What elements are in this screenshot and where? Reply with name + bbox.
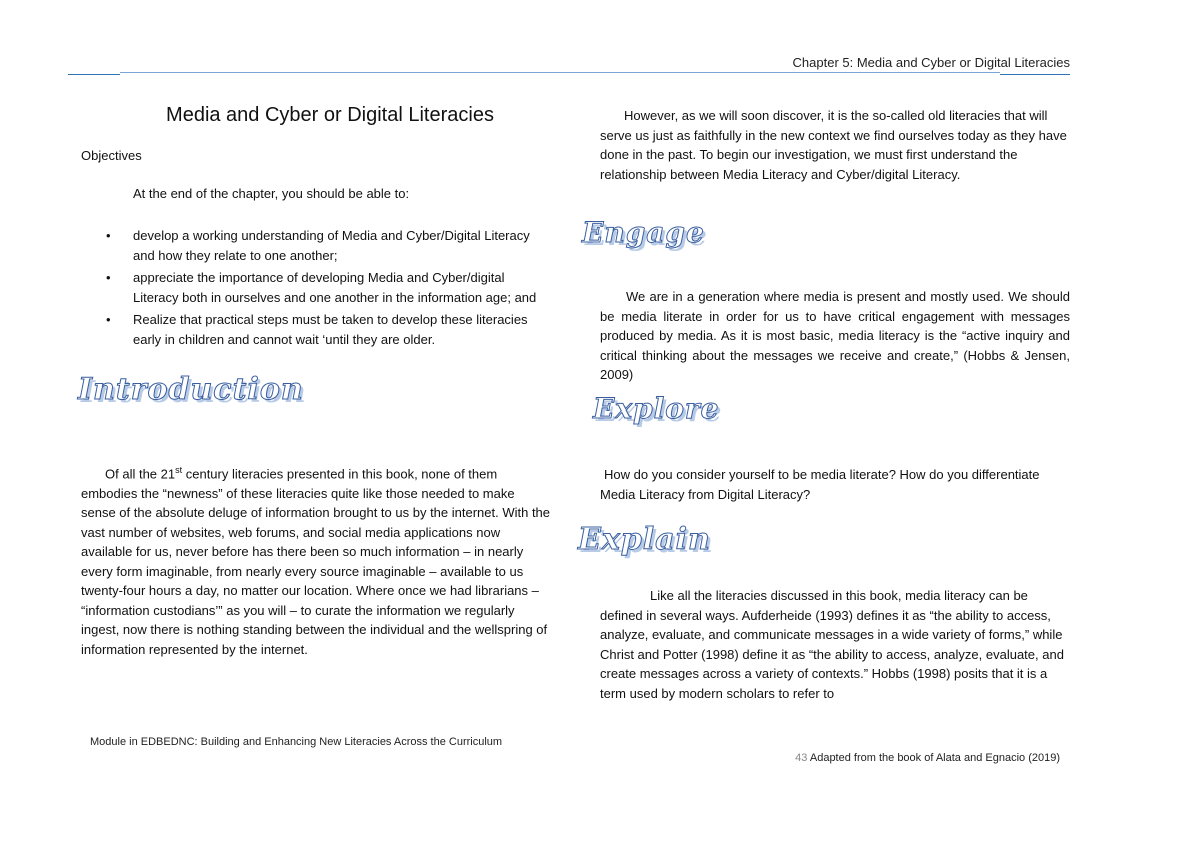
introduction-paragraph bbox=[81, 461, 551, 659]
intro-text-rest: century literacies presented in this book, none of them embodies the “newness” of these literacies quite like those needed to make sense of the absolute deluge of information brought to us by the internet. With the vast number of websites, web forums, and social media applications now available for us, never before has there been so much information – in nearly every form imaginable, from nearly every source imaginable – available to us twenty-four hours a day, no matter our location. Where once we had librarians – “information custodians’” as you will – to curate the information we regularly ingest, now there is nothing standing between the individual and the wellspring of information represented by the internet. bbox=[81, 466, 551, 657]
objectives-intro: At the end of the chapter, you should be able to: bbox=[133, 186, 410, 201]
chapter-header: Chapter 5: Media and Cyber or Digital Literacies bbox=[792, 55, 1070, 70]
section-heading-explain: Explain bbox=[578, 522, 711, 557]
footer-source-text: Adapted from the book of Alata and Egnacio (2019) bbox=[807, 752, 1060, 764]
question-paragraph bbox=[600, 465, 1070, 504]
header-rule-left bbox=[68, 74, 120, 75]
objective-item bbox=[106, 310, 546, 350]
bullet-icon: • bbox=[106, 270, 111, 285]
header-rule-right bbox=[1000, 74, 1070, 75]
objectives-label: Objectives bbox=[81, 148, 142, 163]
objective-text: appreciate the importance of developing Media and Cyber/digital Literacy both in ourselves and one another in the information age; and bbox=[133, 270, 537, 305]
section-heading-introduction: Introduction bbox=[78, 372, 304, 407]
definitions-paragraph bbox=[600, 586, 1070, 703]
objectives-list bbox=[106, 226, 546, 352]
footer-module: Module in EDBEDNC: Building and Enhancing New Literacies Across the Curriculum bbox=[90, 736, 503, 748]
objective-item bbox=[106, 268, 546, 308]
footer-source bbox=[760, 752, 1060, 764]
page-number: 43 bbox=[795, 752, 808, 764]
objective-item bbox=[106, 226, 546, 266]
bullet-icon: • bbox=[106, 312, 111, 327]
generation-paragraph bbox=[600, 287, 1070, 385]
question-text: How do you consider yourself to be media literate? How do you differentiate Media Literacy from Digital Literacy? bbox=[600, 467, 1040, 502]
however-paragraph bbox=[600, 106, 1070, 184]
generation-text: We are in a generation where media is present and mostly used. We should be media literate in order for us to have critical engagement with messages produced by media. As it is most basic, media literacy is the “active inquiry and critical thinking about the messages we receive and create,” (Hobbs & Jensen, 2009) bbox=[600, 289, 1070, 382]
intro-superscript: st bbox=[175, 465, 183, 475]
section-heading-explore: Explore bbox=[593, 392, 720, 425]
definitions-text: Like all the literacies discussed in this book, media literacy can be defined in several ways. Aufderheide (1993) defines it as “the ability to access, analyze, evaluate, and communicate messages in a wide variety of forms,” while Christ and Potter (1998) define it as “the ability to access, analyze, evaluate, and create messages across a variety of contexts.” Hobbs (1998) posits that it is a term used by modern scholars to refer to bbox=[600, 588, 1064, 701]
header-rule bbox=[120, 72, 1000, 73]
section-heading-engage: Engage bbox=[582, 216, 705, 249]
objective-text: Realize that practical steps must be taken to develop these literacies early in children and cannot wait ‘until they are older. bbox=[133, 312, 528, 347]
however-text: However, as we will soon discover, it is the so-called old literacies that will serve us just as faithfully in the new context we find ourselves today as they have done in the past. To begin our investigation, we must first understand the relationship between Media Literacy and Cyber/digital Literacy. bbox=[600, 108, 1067, 182]
objective-text: develop a working understanding of Media and Cyber/Digital Literacy and how they relate to one another; bbox=[133, 228, 530, 263]
intro-text-start: Of all the 21 bbox=[105, 466, 176, 482]
page-title: Media and Cyber or Digital Literacies bbox=[166, 104, 494, 126]
bullet-icon: • bbox=[106, 228, 111, 243]
